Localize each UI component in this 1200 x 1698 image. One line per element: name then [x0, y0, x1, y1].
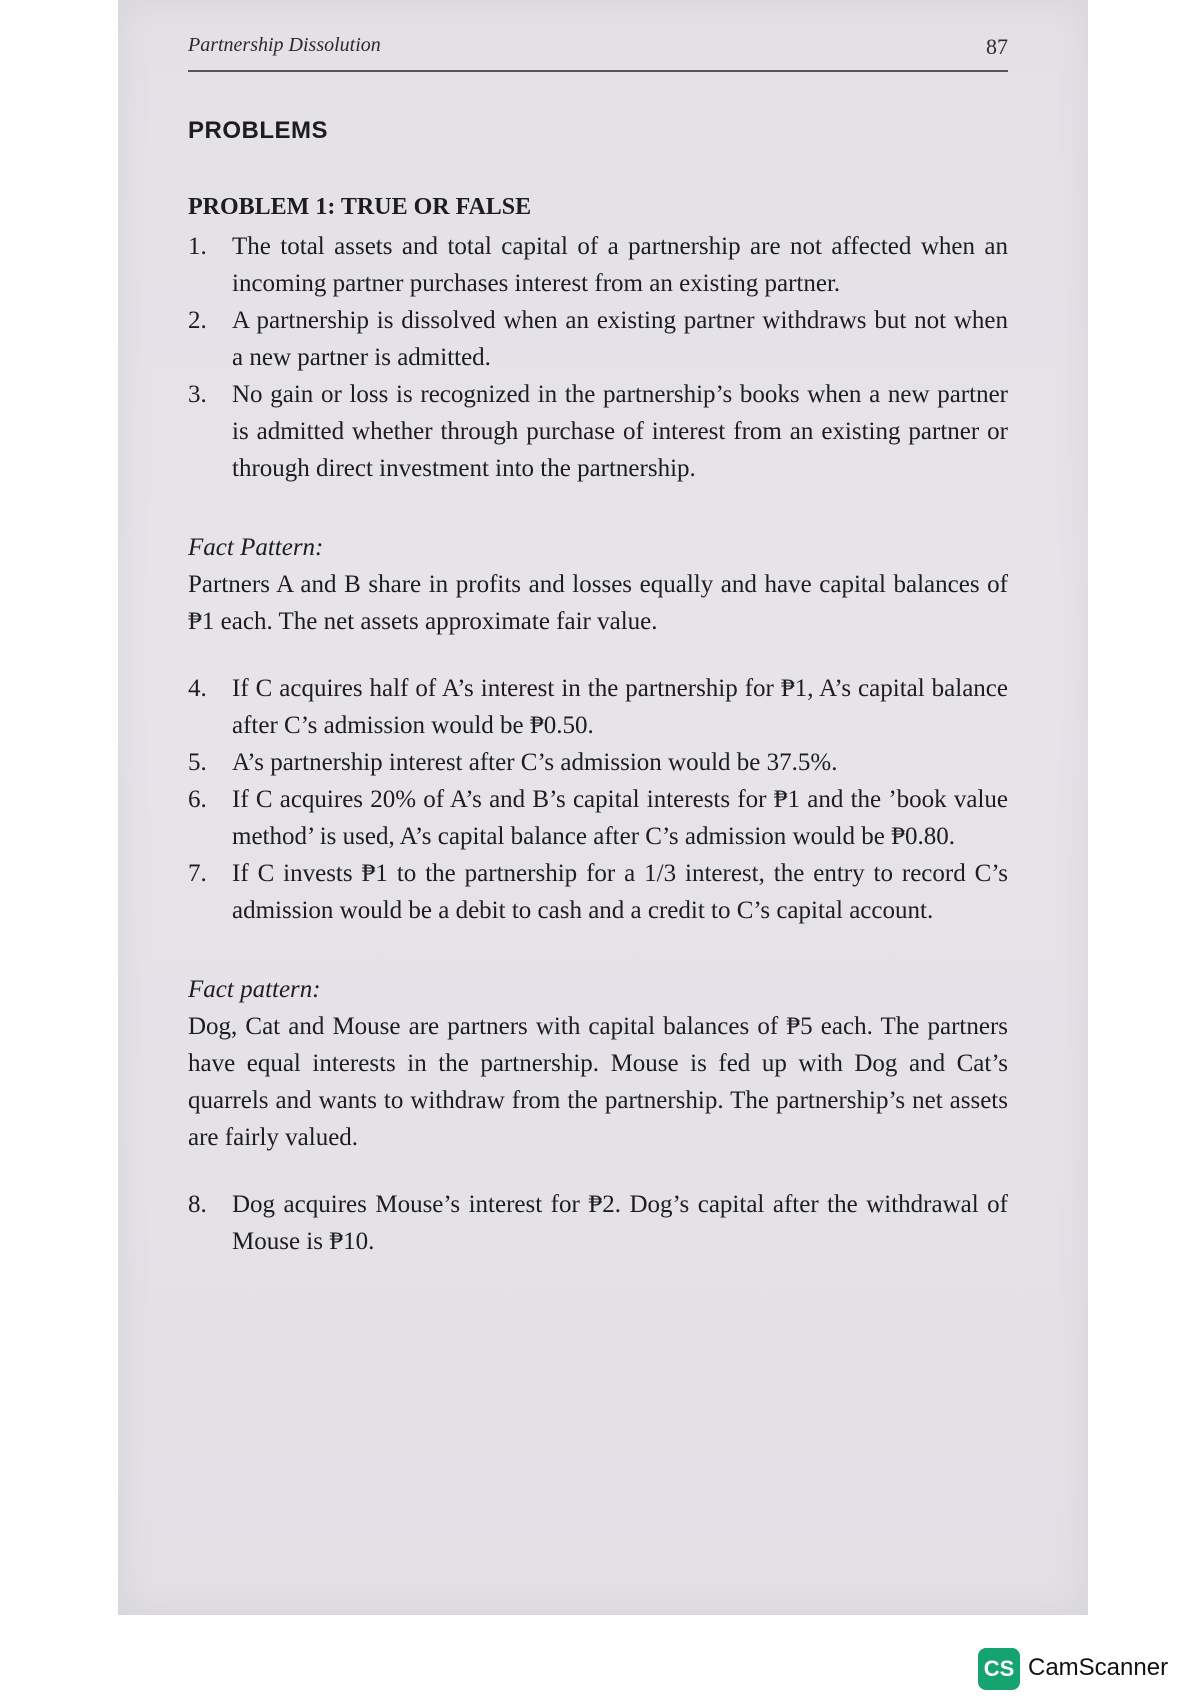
list-item: [188, 781, 1008, 855]
fact-pattern-text: Partners A and B share in profits and losses equally and have capital balances of ₱1 each. The net assets approximate fair value.: [188, 571, 1008, 635]
spacer: [188, 1156, 1008, 1186]
list-item: [188, 670, 1008, 744]
item-text: If C acquires half of A’s interest in the partnership for ₱1, A’s capital balance after C’s admission would be ₱0.50.: [232, 675, 1008, 739]
item-number: 4.: [188, 675, 207, 702]
fact-pattern-text: Dog, Cat and Mouse are partners with capital balances of ₱5 each. The partners have equal interests in the partnership. Mouse is fed up with Dog and Cat’s quarrels and wants to withdraw from the partnership. The partnership’s net assets are fairly valued.: [188, 1013, 1008, 1151]
item-number: 2.: [188, 307, 207, 334]
item-number: 1.: [188, 233, 207, 260]
item-text: No gain or loss is recognized in the partnership’s books when a new partner is admitted whether through purchase of interest from an existing partner or through direct investment into the partnership.: [232, 381, 1008, 482]
list-item: [188, 228, 1008, 302]
problem-list-group-3: [188, 1186, 1008, 1260]
page-content: [188, 112, 1008, 1260]
camscanner-brand: CamScanner: [1028, 1654, 1169, 1681]
scanned-page: [118, 0, 1088, 1615]
problem-list-group-2: [188, 670, 1008, 929]
section-title: PROBLEMS: [188, 117, 329, 144]
page-header: [188, 30, 1008, 72]
item-number: 5.: [188, 749, 207, 776]
item-text: Dog acquires Mouse’s interest for ₱2. Dog’s capital after the withdrawal of Mouse is ₱10.: [232, 1191, 1008, 1255]
item-number: 3.: [188, 381, 207, 408]
item-text: A partnership is dissolved when an existing partner withdraws but not when a new partner is admitted.: [232, 307, 1008, 371]
item-number: 8.: [188, 1191, 207, 1218]
running-title: Partnership Dissolution: [188, 34, 381, 56]
list-item: [188, 302, 1008, 376]
item-text: If C acquires 20% of A’s and B’s capital interests for ₱1 and the ’book value method’ is used, A’s capital balance after C’s admission would be ₱0.80.: [232, 786, 1008, 850]
item-number: 7.: [188, 860, 207, 887]
problem-title: PROBLEM 1: TRUE OR FALSE: [188, 194, 532, 220]
item-text: If C invests ₱1 to the partnership for a 1/3 interest, the entry to record C’s admission would be a debit to cash and a credit to C’s capital account.: [232, 860, 1008, 924]
list-item: [188, 1186, 1008, 1260]
page-number: 87: [986, 34, 1008, 59]
spacer: [188, 640, 1008, 670]
problem-list-group-1: [188, 228, 1008, 487]
fact-pattern-label: Fact Pattern:: [188, 534, 324, 561]
fact-pattern-label: Fact pattern:: [188, 976, 321, 1003]
item-text: A’s partnership interest after C’s admission would be 37.5%.: [232, 749, 838, 776]
list-item: [188, 855, 1008, 929]
item-text: The total assets and total capital of a partnership are not affected when an incoming partner purchases interest from an existing partner.: [232, 233, 1008, 297]
list-item: [188, 744, 1008, 781]
camscanner-logo-icon: CS: [978, 1648, 1020, 1690]
item-number: 6.: [188, 786, 207, 813]
list-item: [188, 376, 1008, 487]
